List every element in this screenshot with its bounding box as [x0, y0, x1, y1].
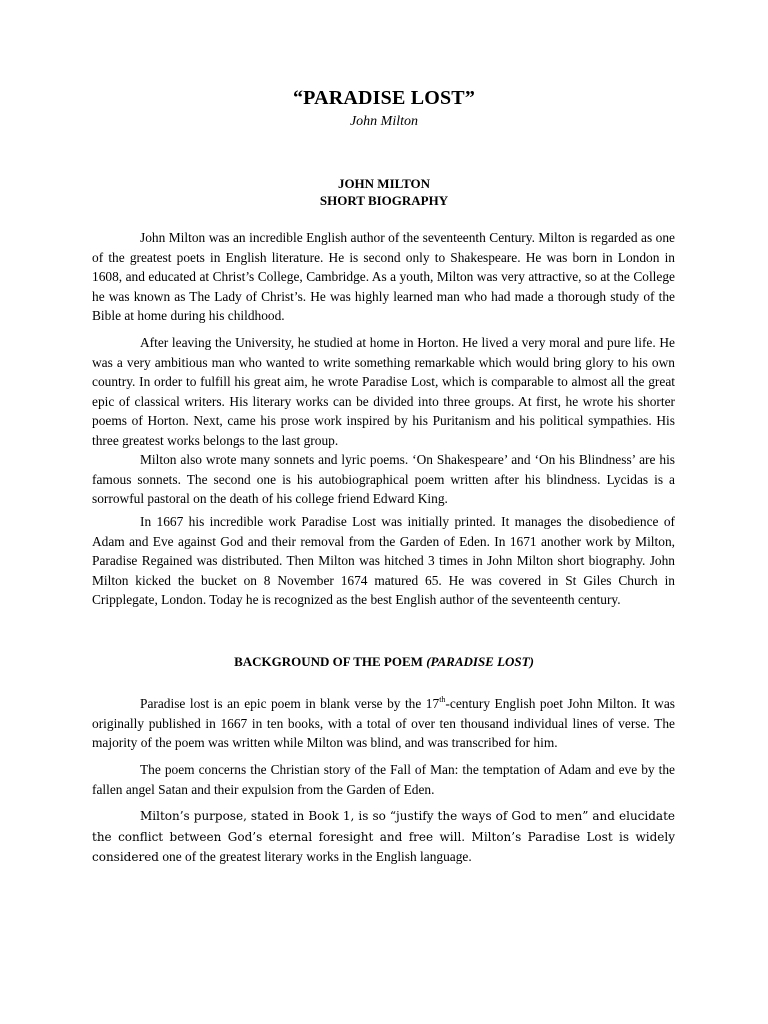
background-paragraph-2: The poem concerns the Christian story of the Fall of Man: the temptation of Adam and eve by the fallen angel Satan and their expulsion from the Garden of Eden. — [92, 762, 675, 797]
document-author: John Milton — [349, 114, 419, 129]
biography-paragraph-3: Milton also wrote many sonnets and lyric poems. ‘On Shakespeare’ and ‘On his Blindness’ are his famous sonnets. The second one is his autobiographical poem written after his blindness. Lycidas is a sorrowful pastoral on the death of his college friend Edward King. — [92, 452, 675, 507]
biography-paragraph-2: After leaving the University, he studied at home in Horton. He lived a very moral and pure life. He was a very ambitious man who wanted to write something remarkable which would bring glory to his own country. In order to fulfill his great aim, he wrote Paradise Lost, which is comparable to almost all the great epic of classical writers. His literary works can be divided into three groups. At first, he wrote his shorter poems of Horton. Next, came his prose work inspired by his Puritanism and his political sympathies. His three greatest works belongs to the last group. — [92, 335, 675, 448]
biography-heading-line1: JOHN MILTON — [337, 176, 431, 191]
document-title: “PARADISE LOST” — [292, 87, 476, 109]
biography-paragraph-1: John Milton was an incredible English author of the seventeenth Century. Milton is regarded as one of the greatest poets in English literature. He is second only to Shakespeare. He was born in London in 1608, and educated at Christ’s College, Cambridge. As a youth, Milton was very attractive, so at the College he was known as The Lady of Christ’s. He was highly learned man who had made a thorough study of the Bible at home during his childhood. — [92, 230, 675, 324]
background-paragraph-1 — [92, 694, 675, 753]
background-p3-text-a: Milton’s purpose, stated in Book 1, is so “justify the ways of God to men” and elucidate the conflict between God’s eternal foresight and free will. Milton’s Paradise Lost is widely considered — [92, 809, 675, 865]
background-p1-text-b: -century English poet John Milton. It was originally published in 1667 in ten books, with a total of over ten thousand individual lines of verse. The majority of the poem was written while Milton was blind, and was transcribed for him. — [92, 696, 675, 751]
biography-paragraph-4: In 1667 his incredible work Paradise Lost was initially printed. It manages the disobedience of Adam and Eve against God and their removal from the Garden of Eden. In 1671 another work by Milton, Paradise Regained was distributed. Then Milton was hitched 3 times in John Milton short biography. John Milton kicked the bucket on 8 November 1674 matured 65. He was covered in St Giles Church in Cripplegate, London. Today he is recognized as the best English author of the seventeenth century. — [92, 514, 675, 608]
background-p1-text-a: Paradise lost is an epic poem in blank verse by the 17 — [140, 696, 440, 712]
background-heading — [0, 654, 768, 670]
background-heading-italic: (PARADISE LOST) — [426, 654, 534, 669]
biography-heading-line2: SHORT BIOGRAPHY — [319, 193, 449, 208]
background-heading-text: BACKGROUND OF THE POEM — [234, 654, 427, 669]
background-p3-text-b: one of the greatest literary works in the English language. — [158, 849, 472, 865]
background-p1-superscript: th — [439, 695, 446, 705]
background-paragraph-3 — [92, 806, 675, 868]
